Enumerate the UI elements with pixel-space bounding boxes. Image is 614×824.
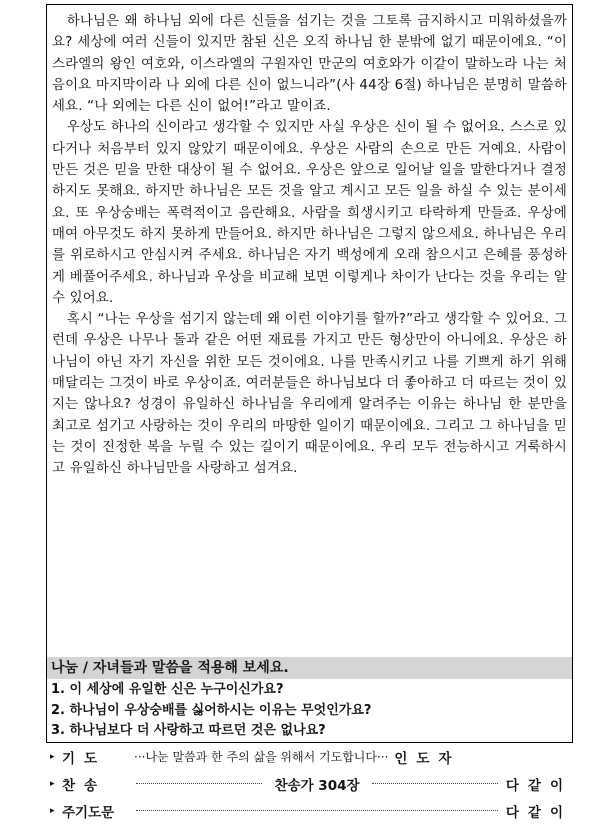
content-frame: [46, 4, 573, 743]
triangle-icon: ▸: [50, 751, 55, 762]
question-list: [51, 680, 568, 742]
hymn-leader: 다같이: [505, 777, 573, 794]
sharing-section-title: 나눔 / 자녀들과 말씀을 적용해 보세요.: [47, 657, 572, 679]
dotted-leader: [136, 810, 498, 811]
question-3: 3. 하나님보다 더 사랑하고 따르던 것은 없나요?: [51, 723, 326, 738]
article-body: [47, 5, 572, 480]
paragraph-3: 혹시 “나는 우상을 섬기지 않는데 왜 이런 이야기를 할까?”라고 생각할 수 있어요. 그런데 우상은 나무나 돌과 같은 어떤 재료를 가지고 만든 형상만이 아니에요. 우상은 하나님이 아닌 자기 자신을 위한 모든 것이에요. 나를 만족시키고 나를 기쁘게 하기 위해 매달리는 그것이 바로 우상이죠. 여러분들은 하나님보다 더 좋아하고 더 따르는 것이 있지는 않나요? 성경이 유일하신 하나님을 우리에게 알려주는 이유는 하나님 한 분만을 최고로 섬기고 사랑하는 것이 우리의 마땅한 일이기 때문이에요. 그리고 그 하나님을 믿는 것이 진정한 복을 누릴 수 있는 길이기 때문이에요. 우리 모두 전능하시고 거룩하시고 유일하신 하나님만을 사랑하고 섬겨요.: [52, 312, 567, 477]
dotted-leader: [372, 783, 498, 784]
prayer-text: ···나눈 말씀과 한 주의 삶을 위해서 기도합니다···: [134, 750, 389, 764]
lords-prayer-leader: 다같이: [505, 804, 572, 821]
lords-prayer-row: [50, 797, 572, 824]
triangle-icon: ▸: [50, 778, 55, 789]
hymn-label: 찬송: [62, 777, 107, 794]
question-1: 1. 이 세상에 유일한 신은 누구이신가요?: [51, 682, 284, 697]
paragraph-1: 하나님은 왜 하나님 외에 다른 신들을 섬기는 것을 그토록 금지하시고 미워하셨을까요? 세상에 여러 신들이 있지만 참된 신은 오직 하나님 한 분밖에 없기 때문이에요. “이스라엘의 왕인 여호와, 이스라엘의 구원자인 만군의 여호와가 이같이 말하노라 나는 처음이요 마지막이라 나 외에 다른 신이 없느니라”(사 44장 6절) 하나님은 분명히 말씀하세요. “나 외에는 다른 신이 없어!”라고 말이죠.: [52, 14, 567, 115]
worship-order: [50, 743, 572, 824]
prayer-row: [50, 743, 572, 770]
prayer-label: 기도: [62, 750, 107, 767]
lords-prayer-label: 주기도문: [62, 804, 115, 821]
triangle-icon: ▸: [50, 805, 55, 816]
dotted-leader: [136, 783, 262, 784]
hymn-row: [50, 770, 572, 797]
hymn-number: 찬송가 304장: [274, 777, 360, 794]
prayer-leader: 인도자: [394, 750, 461, 767]
question-2: 2. 하나님이 우상숭배를 싫어하시는 이유는 무엇인가요?: [51, 702, 372, 718]
paragraph-2: 우상도 하나의 신이라고 생각할 수 있지만 사실 우상은 신이 될 수 없어요. 스스로 있다거나 처음부터 있지 않았기 때문이에요. 우상은 사람의 손으로 만든 거예요. 사람이 만든 것은 믿을 만한 대상이 될 수 없어요. 우상은 앞으로 일어날 일을 말한다거나 결정하지도 못해요. 하지만 하나님은 모든 것을 알고 계시고 모든 일을 하실 수 있는 분이세요. 또 우상숭배는 폭력적이고 음란해요. 사람을 희생시키고 타락하게 만들죠. 우상에 매여 아무것도 하지 못하게 만들어요. 하지만 하나님은 그렇지 않으세요. 하나님은 우리를 위로하시고 안심시켜 주세요. 하나님은 자기 백성에게 오래 참으시고 은혜를 풍성하게 베풀어주세요. 하나님과 우상을 비교해 보면 이렇게나 차이가 난다는 것을 우리는 알 수 있어요.: [52, 120, 567, 306]
